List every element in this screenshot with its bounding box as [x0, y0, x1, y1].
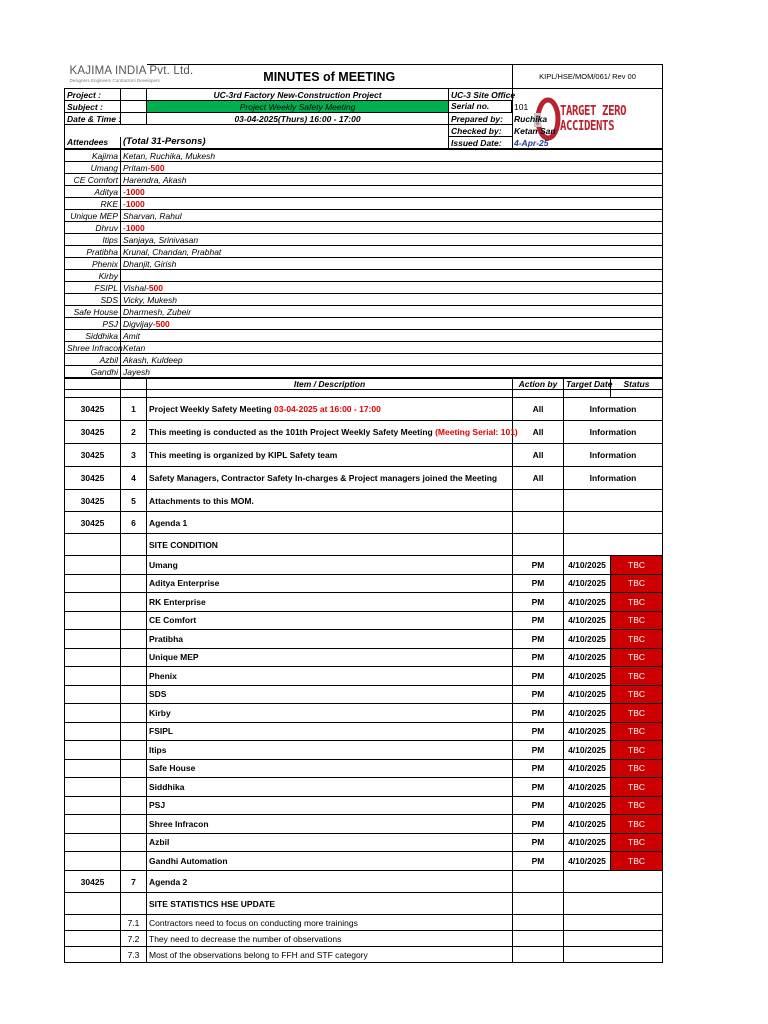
item-status: Information: [564, 398, 663, 421]
contractor-target-date: 4/10/2025: [564, 833, 611, 852]
item-status: Information: [564, 421, 663, 444]
item-number: 3: [121, 444, 147, 467]
item-description: Agenda 1: [147, 512, 513, 534]
contractor-row: [65, 593, 663, 612]
attendee-row: [65, 294, 663, 306]
contractor-target-date: 4/10/2025: [564, 574, 611, 593]
attendee-row: [65, 222, 663, 234]
item-description: Agenda 2: [147, 871, 513, 893]
attendee-row: [65, 318, 663, 330]
contractor-target-date: 4/10/2025: [564, 685, 611, 704]
subitem-number: 7.1: [121, 915, 147, 931]
col-target-date: Target Date: [564, 379, 611, 390]
contractor-action: PM: [513, 704, 564, 723]
site-stats-heading: SITE STATISTICS HSE UPDATE: [147, 893, 513, 915]
contractor-action: PM: [513, 685, 564, 704]
project-value: UC-3rd Factory New-Construction Project: [147, 89, 449, 101]
attendee-names: Sharvan, Rahul: [121, 210, 663, 222]
attendee-fine: 1000: [125, 222, 145, 233]
attendee-names: Vicky, Mukesh: [121, 294, 663, 306]
item-code: 30425: [65, 467, 121, 490]
attendee-names: Digvijay-500: [121, 318, 663, 330]
subject-label: Subject :: [65, 101, 121, 113]
doc-reference: KIPL/HSE/MOM/061/ Rev 00: [513, 65, 663, 89]
contractor-action: PM: [513, 648, 564, 667]
attendee-org: CE Comfort: [65, 174, 121, 186]
item-number: 6: [121, 512, 147, 534]
attendee-names: Amit: [121, 330, 663, 342]
attendee-names: Jayesh: [121, 366, 663, 378]
attendee-names: -1000: [121, 186, 663, 198]
subitem-list: [65, 915, 663, 963]
attendee-row: [65, 366, 663, 378]
contractor-row: [65, 796, 663, 815]
contractor-action: PM: [513, 852, 564, 871]
contractor-row: [65, 833, 663, 852]
contractor-target-date: 4/10/2025: [564, 741, 611, 760]
attendee-org: Kajima: [65, 150, 121, 162]
page-title: MINUTES of MEETING: [147, 65, 513, 89]
contractor-target-date: 4/10/2025: [564, 593, 611, 612]
contractor-target-date: 4/10/2025: [564, 667, 611, 686]
attendee-org: Shree Infracon: [65, 342, 121, 354]
site-office: UC-3 Site Office: [449, 89, 513, 101]
attendee-names: -1000: [121, 222, 663, 234]
item-action: All: [513, 398, 564, 421]
status-badge: TBC: [611, 722, 663, 741]
project-label: Project :: [65, 89, 121, 101]
prepared-value: Ruchika: [514, 114, 548, 124]
table-row: [65, 512, 663, 534]
contractor-row: [65, 685, 663, 704]
contractor-target-date: 4/10/2025: [564, 630, 611, 649]
status-badge: TBC: [611, 759, 663, 778]
subitem-number: 7.3: [121, 947, 147, 963]
subitem-text: They need to decrease the number of observations: [147, 931, 513, 947]
item-status: Information: [564, 467, 663, 490]
items-table: [64, 378, 663, 963]
contractor-row: [65, 704, 663, 723]
contractor-action: PM: [513, 593, 564, 612]
attendee-names: Dhanjit, Girish: [121, 258, 663, 270]
project-row: [65, 89, 663, 101]
attendee-org: RKE: [65, 198, 121, 210]
table-row: [65, 467, 663, 490]
attendee-fine: 500: [155, 318, 170, 329]
contractor-row: [65, 611, 663, 630]
item-description: Safety Managers, Contractor Safety In-charges & Project managers joined the Meeting: [147, 467, 513, 490]
contractor-target-date: 4/10/2025: [564, 556, 611, 575]
table-row: [65, 490, 663, 512]
header-values: [512, 101, 562, 149]
contractor-name: Siddhika: [147, 778, 513, 797]
contractor-name: FSIPL: [147, 722, 513, 741]
attendee-org: Azbil: [65, 354, 121, 366]
attendees-label: Attendees: [65, 137, 121, 149]
contractor-row: [65, 759, 663, 778]
status-badge: TBC: [611, 796, 663, 815]
contractor-action: PM: [513, 759, 564, 778]
table-row: [65, 398, 663, 421]
status-badge: TBC: [611, 667, 663, 686]
item-action: All: [513, 421, 564, 444]
subitem-number: 7.2: [121, 931, 147, 947]
attendee-names: Pritam-500: [121, 162, 663, 174]
item-status: Information: [564, 444, 663, 467]
item-action: All: [513, 467, 564, 490]
item-number: 5: [121, 490, 147, 512]
item-code: 30425: [65, 512, 121, 534]
col-action-by: Action by: [513, 379, 564, 390]
serial-value: 101: [514, 102, 529, 112]
contractor-name: Phenix: [147, 667, 513, 686]
contractor-action: PM: [513, 815, 564, 834]
attendee-org: Gandhi: [65, 366, 121, 378]
status-badge: TBC: [611, 778, 663, 797]
badge-line-1: TARGET ZERO: [560, 103, 627, 119]
attendees-list: [65, 150, 663, 378]
company-tagline: Designers Engineers Contractors Developers: [69, 78, 160, 84]
contractor-action: PM: [513, 574, 564, 593]
contractor-action: PM: [513, 630, 564, 649]
contractor-row: [65, 722, 663, 741]
attendee-row: [65, 282, 663, 294]
attendee-names: Sanjaya, Srinivasan: [121, 234, 663, 246]
attendee-names: Harendra, Akash: [121, 174, 663, 186]
attendees-table: [64, 149, 663, 378]
mom-table: [64, 64, 663, 149]
attendee-org: FSIPL: [65, 282, 121, 294]
attendee-row: [65, 354, 663, 366]
status-badge: TBC: [611, 630, 663, 649]
status-badge: TBC: [611, 611, 663, 630]
item-code: 30425: [65, 871, 121, 893]
contractor-row: [65, 667, 663, 686]
table-row: [65, 444, 663, 467]
contractor-action: PM: [513, 556, 564, 575]
date-label: Date & Time :: [65, 113, 121, 125]
table-row: [65, 421, 663, 444]
status-badge: TBC: [611, 685, 663, 704]
date-value: 03-04-2025(Thurs) 16:00 - 17:00: [147, 113, 449, 125]
mom-sheet: [64, 64, 662, 963]
issued-label: Issued Date:: [449, 137, 513, 149]
item-number: 1: [121, 398, 147, 421]
attendee-row: [65, 198, 663, 210]
section-row: [65, 534, 663, 556]
attendee-names: [121, 270, 663, 282]
item-code: 30425: [65, 444, 121, 467]
table-row: [65, 871, 663, 893]
attendee-row: [65, 150, 663, 162]
status-badge: TBC: [611, 852, 663, 871]
attendee-row: [65, 270, 663, 282]
status-badge: TBC: [611, 741, 663, 760]
contractor-target-date: 4/10/2025: [564, 852, 611, 871]
attendee-org: Unique MEP: [65, 210, 121, 222]
section-row: [65, 893, 663, 915]
badge-line-2: ACCIDENTS: [560, 118, 615, 134]
item-description: Project Weekly Safety Meeting 03-04-2025 at 16:00 - 17:00: [147, 398, 513, 421]
attendee-row: [65, 234, 663, 246]
attendee-fine: 1000: [125, 186, 145, 197]
contractor-row: [65, 574, 663, 593]
checked-label: Checked by:: [449, 125, 513, 137]
attendees-total: (Total 31-Persons): [121, 137, 449, 149]
company-logo: [65, 65, 194, 89]
item-code: 30425: [65, 398, 121, 421]
attendee-fine: 500: [148, 282, 164, 293]
contractor-name: RK Enterprise: [147, 593, 513, 612]
status-badge: TBC: [611, 648, 663, 667]
attendee-org: PSJ: [65, 318, 121, 330]
item-description: This meeting is organized by KIPL Safety team: [147, 444, 513, 467]
contractor-name: PSJ: [147, 796, 513, 815]
contractor-name: Aditya Enterprise: [147, 574, 513, 593]
attendee-org: SDS: [65, 294, 121, 306]
contractor-action: PM: [513, 741, 564, 760]
title-row: [65, 65, 663, 89]
contractor-target-date: 4/10/2025: [564, 778, 611, 797]
serial-label: Serial no.: [449, 101, 512, 112]
attendee-names: Ketan, Ruchika, Mukesh: [121, 150, 663, 162]
contractor-name: Gandhi Automation: [147, 852, 513, 871]
contractor-row: [65, 741, 663, 760]
attendee-org: Pratibha: [65, 246, 121, 258]
contractor-name: Kirby: [147, 704, 513, 723]
issued-value: 4-Apr-25: [514, 138, 549, 148]
item-description: This meeting is conducted as the 101th Project Weekly Safety Meeting (Meeting Serial: 101): [147, 421, 513, 444]
subject-value: Project Weekly Safety Meeting: [147, 101, 449, 113]
contractor-target-date: 4/10/2025: [564, 648, 611, 667]
contractor-action: PM: [513, 667, 564, 686]
contractor-name: Pratibha: [147, 630, 513, 649]
item-code: 30425: [65, 490, 121, 512]
attendee-names: Krunal, Chandan, Prabhat: [121, 246, 663, 258]
col-status: Status: [611, 379, 663, 390]
attendee-org: Itips: [65, 234, 121, 246]
contractor-action: PM: [513, 796, 564, 815]
attendee-row: [65, 174, 663, 186]
contractor-target-date: 4/10/2025: [564, 759, 611, 778]
attendee-row: [65, 330, 663, 342]
contractor-row: [65, 630, 663, 649]
attendee-org: Umang: [65, 162, 121, 174]
subitem-text: Contractors need to focus on conducting more trainings: [147, 915, 513, 931]
subitem-row: [65, 947, 663, 963]
attendee-fine: 500: [150, 162, 165, 173]
attendee-names: Akash, Kuldeep: [121, 354, 663, 366]
contractor-target-date: 4/10/2025: [564, 704, 611, 723]
contractor-target-date: 4/10/2025: [564, 611, 611, 630]
item-description: Attachments to this MOM.: [147, 490, 513, 512]
contractor-list: [65, 556, 663, 871]
attendee-org: Dhruv: [65, 222, 121, 234]
attendee-row: [65, 342, 663, 354]
contractor-row: [65, 852, 663, 871]
col-item-description: Item / Description: [147, 379, 513, 390]
status-badge: TBC: [611, 593, 663, 612]
contractor-name: Azbil: [147, 833, 513, 852]
contractor-action: PM: [513, 833, 564, 852]
status-badge: TBC: [611, 815, 663, 834]
status-badge: TBC: [611, 704, 663, 723]
attendee-org: Siddhika: [65, 330, 121, 342]
contractor-target-date: 4/10/2025: [564, 815, 611, 834]
item-number: 7: [121, 871, 147, 893]
contractor-row: [65, 556, 663, 575]
contractor-row: [65, 815, 663, 834]
items-header-row: [65, 379, 663, 390]
attendee-names: -1000: [121, 198, 663, 210]
attendee-row: [65, 186, 663, 198]
contractor-name: Umang: [147, 556, 513, 575]
site-condition-heading: SITE CONDITION: [147, 534, 513, 556]
status-badge: TBC: [611, 556, 663, 575]
contractor-name: SDS: [147, 685, 513, 704]
attendee-names: Ketan: [121, 342, 663, 354]
item-code: 30425: [65, 421, 121, 444]
attendee-org: Aditya: [65, 186, 121, 198]
attendee-row: [65, 306, 663, 318]
attendee-row: [65, 246, 663, 258]
attendee-row: [65, 258, 663, 270]
contractor-target-date: 4/10/2025: [564, 796, 611, 815]
attendee-fine: 1000: [125, 198, 145, 209]
status-badge: TBC: [611, 574, 663, 593]
attendee-org: Kirby: [65, 270, 121, 282]
contractor-row: [65, 648, 663, 667]
attendee-row: [65, 162, 663, 174]
attendee-names: Vishal-500: [121, 282, 663, 294]
item-number: 2: [121, 421, 147, 444]
attendee-names: Dharmesh, Zubeir: [121, 306, 663, 318]
contractor-name: Safe House: [147, 759, 513, 778]
attendee-org: Phenix: [65, 258, 121, 270]
contractor-action: PM: [513, 778, 564, 797]
item-action: All: [513, 444, 564, 467]
prepared-label: Prepared by:: [449, 113, 513, 125]
subitem-row: [65, 931, 663, 947]
subitem-row: [65, 915, 663, 931]
item-number: 4: [121, 467, 147, 490]
contractor-action: PM: [513, 722, 564, 741]
status-badge: TBC: [611, 833, 663, 852]
contractor-name: Itips: [147, 741, 513, 760]
contractor-name: Shree Infracon: [147, 815, 513, 834]
contractor-name: Unique MEP: [147, 648, 513, 667]
contractor-row: [65, 778, 663, 797]
subitem-text: Most of the observations belong to FFH and STF category: [147, 947, 513, 963]
company-name: KAJIMA INDIA Pvt. Ltd.: [69, 65, 194, 78]
attendee-row: [65, 210, 663, 222]
contractor-target-date: 4/10/2025: [564, 722, 611, 741]
contractor-action: PM: [513, 611, 564, 630]
checked-value: Ketan San: [514, 126, 556, 136]
attendee-org: Safe House: [65, 306, 121, 318]
contractor-name: CE Comfort: [147, 611, 513, 630]
